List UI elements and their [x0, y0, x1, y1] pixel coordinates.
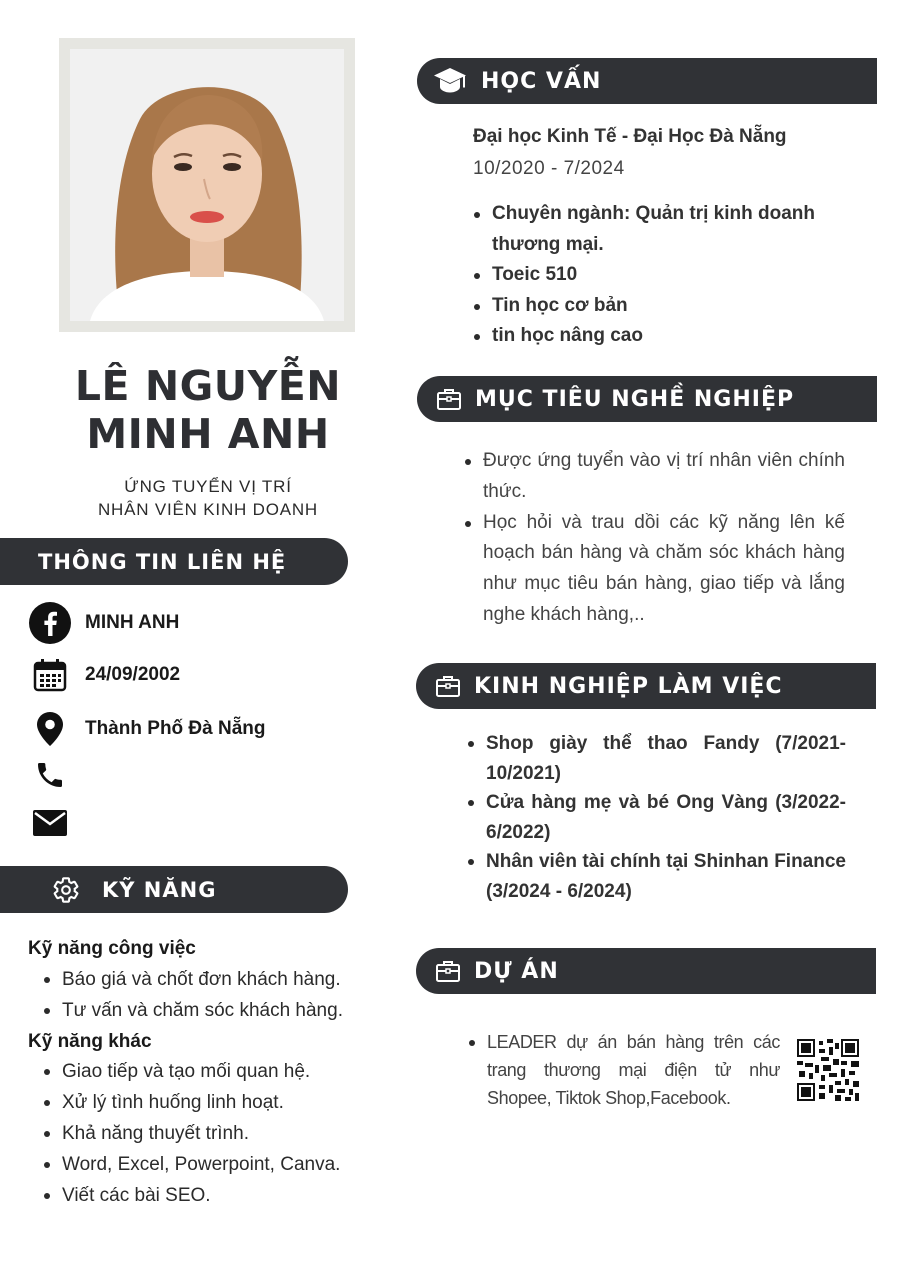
- graduation-cap-icon: [433, 66, 467, 96]
- list-item: LEADER dự án bán hàng trên các trang thương mại điện tử như Shopee, Tiktok Shop,Facebook.: [467, 1028, 780, 1112]
- list-item: Được ứng tuyển vào vị trí nhân viên chính thức.: [463, 446, 845, 508]
- work-skills-list: [28, 964, 368, 1026]
- facebook-icon: [28, 601, 72, 645]
- school-name: Đại học Kinh Tế - Đại Học Đà Nẵng: [473, 126, 787, 147]
- list-item: Xử lý tình huống linh hoạt.: [28, 1087, 368, 1118]
- experience-section-header: [416, 663, 876, 709]
- contact-phone: [28, 753, 358, 797]
- facebook-name: MINH ANH: [85, 612, 180, 633]
- briefcase-icon: [436, 960, 460, 982]
- profile-photo: [70, 49, 344, 321]
- other-skills-heading: Kỹ năng khác: [28, 1031, 152, 1052]
- skills-section-header: [0, 866, 348, 913]
- project-section-header: [416, 948, 876, 994]
- list-item: Chuyên ngành: Quản trị kinh doanh thương mại.: [472, 199, 852, 260]
- qr-code-icon: [797, 1039, 859, 1101]
- list-item: Tin học cơ bản: [472, 291, 852, 322]
- skills-section-title: KỸ NĂNG: [102, 877, 217, 902]
- project-list: [467, 1028, 780, 1112]
- applied-position: [40, 475, 376, 521]
- contact-facebook: [28, 601, 358, 645]
- name-line-1: LÊ NGUYỄN: [74, 362, 342, 410]
- list-item: Giao tiếp và tạo mối quan hệ.: [28, 1056, 368, 1087]
- project-section-title: DỰ ÁN: [474, 958, 559, 984]
- contact-email: [28, 801, 358, 845]
- profile-photo-frame: [59, 38, 355, 332]
- portrait-illustration: [70, 49, 344, 321]
- birthday-value: 24/09/2002: [85, 664, 181, 685]
- list-item: tin học nâng cao: [472, 321, 852, 352]
- objective-section-header: [417, 376, 877, 422]
- name-line-2: MINH ANH: [86, 410, 330, 458]
- position-line-1: ỨNG TUYỂN VỊ TRÍ: [124, 477, 292, 496]
- calendar-icon: [28, 653, 72, 697]
- experience-section-title: KINH NGHIỆP LÀM VIỆC: [474, 673, 783, 699]
- list-item: Toeic 510: [472, 260, 852, 291]
- list-item: Khả năng thuyết trình.: [28, 1118, 368, 1149]
- location-pin-icon: [28, 707, 72, 751]
- list-item: Học hỏi và trau dồi các kỹ năng lên kế hoạch bán hàng và chăm sóc khách hàng như mục tiêu bán hàng, giao tiếp và lắng nghe khách hàng,..: [463, 508, 845, 631]
- list-item: Cửa hàng mẹ và bé Ong Vàng (3/2022- 6/2022): [466, 788, 846, 847]
- list-item: Viết các bài SEO.: [28, 1180, 368, 1211]
- list-item: Shop giày thể thao Fandy (7/2021- 10/2021): [466, 729, 846, 788]
- list-item: Nhân viên tài chính tại Shinhan Finance (3/2024 - 6/2024): [466, 847, 846, 906]
- experience-list: [466, 729, 846, 906]
- position-line-2: NHÂN VIÊN KINH DOANH: [97, 500, 319, 519]
- objective-list: [463, 446, 845, 631]
- education-section-title: HỌC VẤN: [481, 68, 602, 94]
- education-list: [472, 199, 852, 352]
- address-value: Thành Phố Đà Nẵng: [85, 718, 266, 739]
- contact-section-title: THÔNG TIN LIÊN HỆ: [38, 549, 287, 574]
- email-icon: [28, 801, 72, 845]
- briefcase-icon: [436, 675, 460, 697]
- contact-section-header: [0, 538, 348, 585]
- work-skills-heading: Kỹ năng công việc: [28, 938, 196, 959]
- list-item: Báo giá và chốt đơn khách hàng.: [28, 964, 368, 995]
- objective-section-title: MỤC TIÊU NGHỀ NGHIỆP: [475, 386, 795, 412]
- list-item: Tư vấn và chăm sóc khách hàng.: [28, 995, 368, 1026]
- education-date: 10/2020 - 7/2024: [473, 158, 625, 179]
- briefcase-icon: [437, 388, 461, 410]
- contact-address: [28, 707, 358, 751]
- gear-icon: [52, 876, 80, 904]
- phone-icon: [28, 753, 72, 797]
- list-item: Word, Excel, Powerpoint, Canva.: [28, 1149, 368, 1180]
- contact-birthday: [28, 653, 358, 697]
- candidate-name: [40, 362, 376, 458]
- education-section-header: [417, 58, 877, 104]
- other-skills-list: [28, 1056, 368, 1211]
